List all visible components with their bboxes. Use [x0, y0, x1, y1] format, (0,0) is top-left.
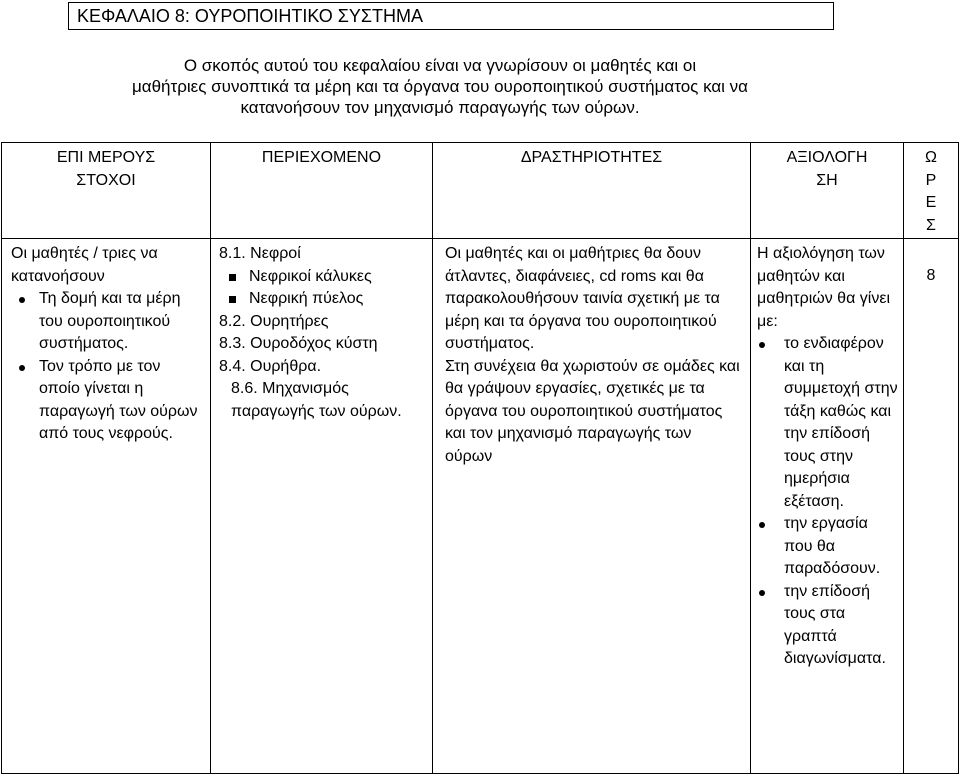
table-body-row: [2, 239, 959, 774]
list-item: Νεφρική πύελος: [219, 288, 426, 311]
goals-cell: [2, 239, 211, 774]
activities-header: ΔΡΑΣΤΗΡΙΟΤΗΤΕΣ: [433, 143, 751, 239]
activities-cell: [433, 239, 751, 774]
activities-paragraph: Στη συνέχεια θα χωριστούν σε ομάδες και θα γράψουν εργασίες, σχετικές με τα όργανα του ουροποιητικού συστήματος και τον μηχανισμό παραγωγής των ούρων: [445, 357, 740, 465]
list-item: το ενδιαφέρον και τη συμμετοχή στην τάξη καθώς και την επίδοσή τους στην ημερήσια εξέταση.: [757, 333, 899, 513]
assessment-list: [757, 333, 899, 671]
list-item: Νεφρικοί κάλυκες: [219, 266, 426, 289]
curriculum-table: [1, 142, 959, 774]
intro-line: Ο σκοπός αυτού του κεφαλαίου είναι να γνωρίσουν οι μαθητές και οι: [183, 56, 697, 75]
content-urethra: 8.4. Ουρήθρα.: [219, 357, 322, 375]
content-cell: [211, 239, 433, 774]
intro-line: κατανοήσουν τον μηχανισμό παραγωγής των ούρων.: [240, 98, 640, 117]
assessment-intro: Η αξιολόγηση των μαθητών και μαθητριών θα γίνει με:: [757, 245, 891, 330]
table-header-row: [2, 143, 959, 239]
assessment-cell: [751, 239, 904, 774]
goals-list: [11, 288, 200, 446]
chapter-title: ΚΕΦΑΛΑΙΟ 8: ΟΥΡΟΠΟΙΗΤΙΚΟ ΣΥΣΤΗΜΑ: [68, 2, 834, 30]
content-mechanism: 8.6. Μηχανισμός παραγωγής των ούρων.: [231, 380, 402, 420]
intro-paragraph: [80, 55, 800, 118]
activities-paragraph: Οι μαθητές και οι μαθήτριες θα δουν άτλαντες, διαφάνειες, cd roms και θα παρακολουθήσουν ταινία σχετική με τα μέρη και τα όργανα του ουροποιητικού συστήματος.: [445, 245, 720, 352]
list-item: την εργασία που θα παραδόσουν.: [757, 513, 899, 581]
hours-cell: [904, 239, 959, 774]
goals-header: ΕΠΙ ΜΕΡΟΥΣ ΣΤΟΧΟΙ: [2, 143, 211, 239]
list-item: την επίδοσή τους στα γραπτά διαγωνίσματα.: [757, 581, 899, 671]
content-sublist: [219, 266, 426, 311]
list-item: Τον τρόπο με τον οποίο γίνεται η παραγωγή των ούρων από τους νεφρούς.: [11, 356, 200, 446]
content-kidneys: 8.1. Νεφροί: [219, 245, 301, 262]
content-ureters: 8.2. Ουρητήρες: [219, 312, 329, 330]
assessment-header: ΑΞΙΟΛΟΓΗ ΣΗ: [751, 143, 904, 239]
list-item: Τη δομή και τα μέρη του ουροποιητικού συστήματος.: [11, 288, 200, 356]
content-bladder: 8.3. Ουροδόχος κύστη: [219, 335, 378, 352]
hours-value: 8: [926, 267, 936, 284]
goals-intro: Οι μαθητές / τριες να κατανοήσουν: [11, 245, 158, 285]
hours-header: Ω Ρ Ε Σ: [904, 143, 959, 239]
content-header: ΠΕΡΙΕΧΟΜΕΝΟ: [211, 143, 433, 239]
intro-line: μαθήτριες συνοπτικά τα μέρη και τα όργανα του ουροποιητικού συστήματος και να: [131, 77, 749, 96]
